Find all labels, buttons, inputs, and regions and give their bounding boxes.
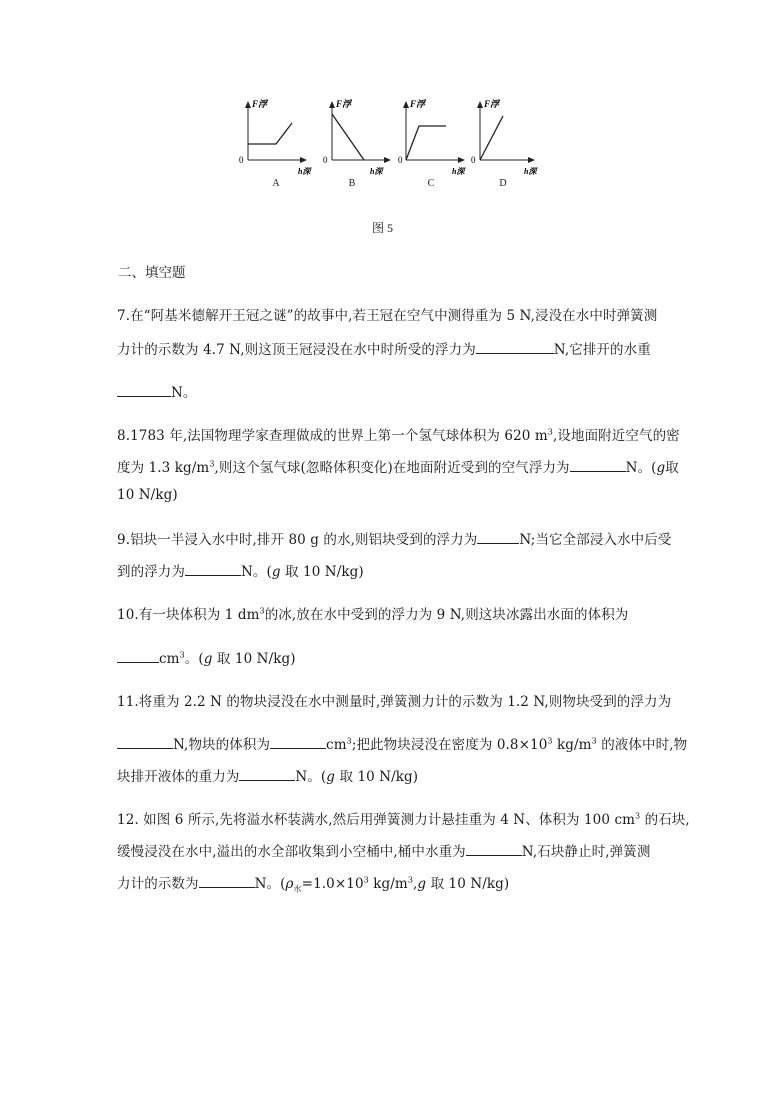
answer-blank[interactable] — [199, 875, 255, 888]
x-axis-label: h深 — [298, 167, 311, 176]
graph-a-curve — [248, 123, 292, 144]
graph-b-curve — [332, 114, 364, 160]
graph-d — [468, 96, 548, 191]
q8-line-3: 10 N/kg) — [117, 487, 178, 503]
q7-line-3: N。 — [117, 381, 197, 401]
x-axis-label: h深 — [452, 167, 465, 176]
x-axis-arrow — [300, 157, 307, 163]
q8-line-1: 8.1783 年,法国物理学家查理做成的世界上第一个氢气球体积为 620 $m^3$,设地面附近空气的密 — [117, 427, 680, 444]
q11-line-2: N,物块的体积为 $cm^3$;把此物块浸没在密度为 $0.8\times 10^3$ $kg/m^3$ 的液体中时,物 — [117, 733, 687, 753]
q7-line-1: 7.在“阿基米德解开王冠之谜”的故事中,若王冠在空气中测得重为 5 N,浸没在水中时弹簧测 — [117, 308, 658, 324]
y-axis-label: F浮 — [336, 99, 352, 109]
y-axis-arrow — [403, 101, 409, 108]
graph-b-plot — [320, 96, 400, 176]
answer-blank[interactable] — [185, 563, 241, 576]
graph-d-curve — [480, 116, 503, 160]
answer-blank[interactable] — [117, 736, 173, 749]
x-axis-label: h深 — [524, 167, 537, 176]
section-title: 二、填空题 — [118, 265, 186, 281]
answer-blank[interactable] — [466, 843, 522, 856]
figure-caption: 图 5 — [372, 221, 394, 235]
q8-line-2: 度为 1.3 $kg/m^3$,则这个氢气球(忽略体积变化)在地面附近受到的空气浮力为 N。(g取 — [117, 459, 679, 476]
q10-line-2: $cm^3$。(g 取 10 N/kg) — [117, 647, 296, 667]
q11-line-3: 块排开液体的重力为 N。(g 取 10 N/kg) — [117, 769, 419, 785]
answer-blank[interactable] — [270, 736, 326, 749]
answer-blank[interactable] — [476, 341, 554, 354]
x-axis-arrow — [458, 157, 465, 163]
y-axis-arrow — [477, 101, 483, 108]
y-axis-arrow — [329, 101, 335, 108]
q7-line-2: 力计的示数为 4.7 N,则这顶王冠浸没在水中时所受的浮力为 N,它排开的水重 — [117, 342, 651, 358]
graph-c — [396, 96, 476, 191]
x-axis-arrow — [528, 157, 535, 163]
q12-line-1: 12. 如图 6 所示,先将溢水杯装满水,然后用弹簧测力计悬挂重为 4 N、体积为 100 $cm^3$ 的石块, — [117, 811, 690, 828]
origin-label: 0 — [323, 155, 328, 165]
answer-blank[interactable] — [477, 531, 519, 544]
graph-c-letter: C — [427, 178, 435, 189]
q10-line-1: 10.有一块体积为 1 $dm^3$的冰,放在水中受到的浮力为 9 N,则这块冰露出水面的体积为 — [117, 606, 629, 623]
y-axis-arrow — [245, 101, 251, 108]
q11-line-1: 11.将重为 2.2 N 的物块浸没在水中测量时,弹簧测力计的示数为 1.2 N,则物块受到的浮力为 — [117, 694, 672, 710]
q12-line-2: 缓慢浸没在水中,溢出的水全部收集到小空桶中,桶中水重为 N,石块静止时,弹簧测 — [117, 844, 651, 860]
graph-c-curve — [406, 126, 446, 160]
q12-line-3: 力计的示数为 N。($\rho_水=1.0\times 10^3$ $kg/m^3,g$ 取 10 N/kg) — [117, 875, 510, 894]
x-axis-label: h深 — [370, 167, 383, 176]
q9-line-2: 到的浮力为 N。(g 取 10 N/kg) — [117, 564, 364, 580]
y-axis-label: F浮 — [252, 99, 268, 109]
x-axis-arrow — [384, 157, 391, 163]
answer-blank[interactable] — [570, 459, 626, 472]
graph-a-letter: A — [272, 178, 280, 189]
graph-a — [236, 96, 316, 191]
q9-line-1: 9.铝块一半浸入水中时,排开 80 g 的水,则铝块受到的浮力为 N;当它全部浸入水中后受 — [117, 532, 672, 548]
answer-blank[interactable] — [117, 384, 171, 397]
graph-d-letter: D — [499, 178, 507, 189]
graph-a-plot — [236, 96, 316, 176]
origin-label: 0 — [398, 155, 403, 165]
answer-blank[interactable] — [239, 768, 295, 781]
graph-d-plot — [468, 96, 548, 176]
y-axis-label: F浮 — [410, 99, 426, 109]
graph-b-letter: B — [348, 178, 356, 189]
graph-c-plot — [396, 96, 476, 176]
origin-label: 0 — [471, 155, 476, 165]
y-axis-label: F浮 — [484, 99, 500, 109]
graph-b — [320, 96, 400, 191]
figure-5 — [236, 96, 546, 196]
answer-blank[interactable] — [117, 650, 159, 663]
origin-label: 0 — [239, 155, 244, 165]
